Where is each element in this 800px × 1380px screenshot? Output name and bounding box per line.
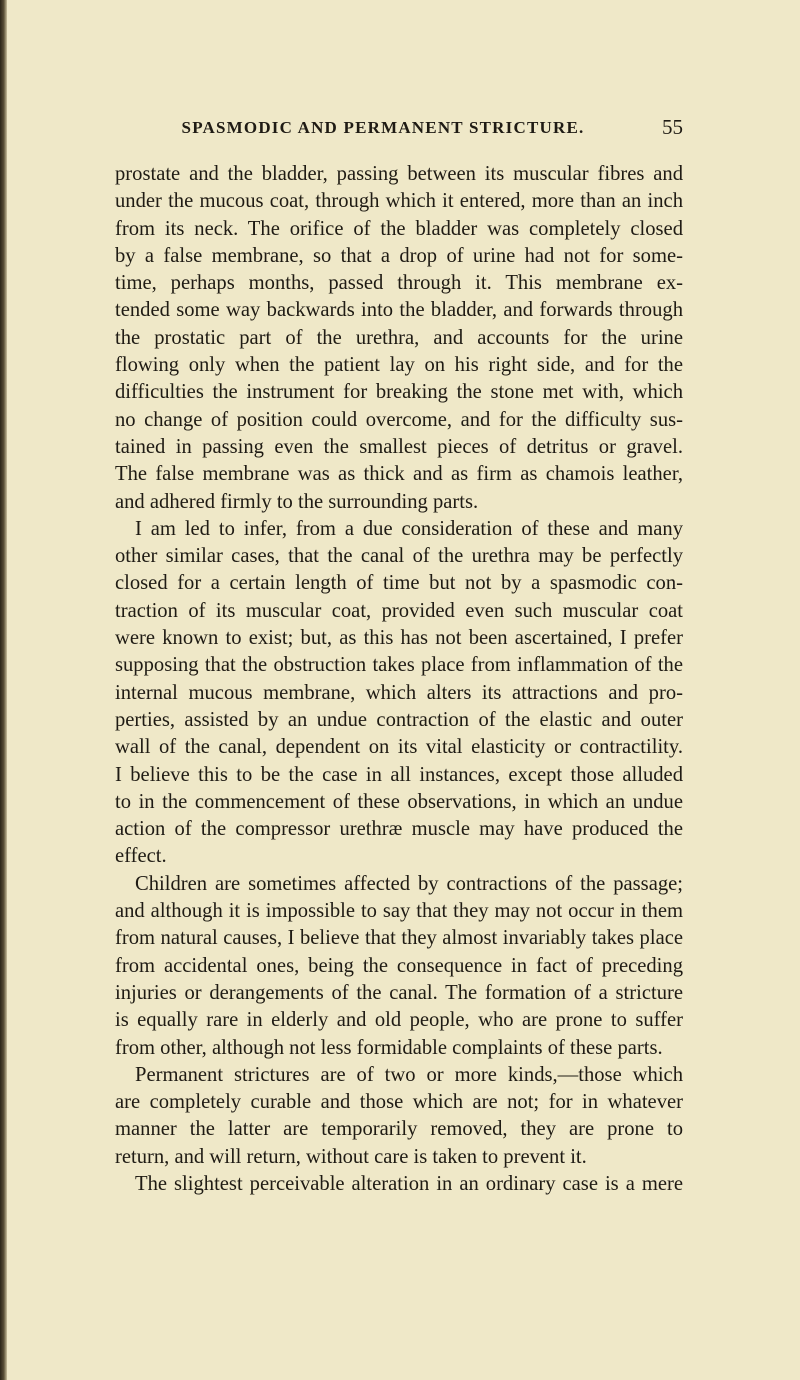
text-line: injuries or derangements of the canal. The formation of a stricture [115,981,683,1004]
text-line: from its neck. The orifice of the bladder was completely closed [115,217,683,240]
page-number: 55 [662,115,683,139]
text-line: and although it is impossible to say that they may not occur in them [115,900,683,923]
text-line: is equally rare in elderly and old people, who are prone to suffer [115,1009,683,1032]
text-line: The slightest perceivable alteration in an ordinary case is a mere [135,1172,683,1195]
text-line: I believe this to be the case in all instances, except those alluded [115,763,683,786]
text-line: The false membrane was as thick and as firm as chamois leather, [115,463,683,486]
text-line: return, and will return, without care is taken to prevent it. [115,1145,587,1168]
text-line: prostate and the bladder, passing between its muscular fibres and [115,163,683,185]
text-line: time, perhaps months, passed through it. This membrane ex- [115,272,683,295]
text-line: no change of position could overcome, and for the difficulty sus- [115,408,683,431]
text-line: and adhered firmly to the surrounding parts. [115,490,479,513]
text-line: perties, assisted by an undue contraction of the elastic and outer [115,708,683,731]
running-title: SPASMODIC AND PERMANENT STRICTURE. [181,118,585,137]
running-head [115,115,683,144]
text-line: the prostatic part of the urethra, and accounts for the urine [115,326,683,349]
text-line: Children are sometimes affected by contractions of the passage; [135,872,683,895]
text-line: Permanent strictures are of two or more kinds,—those which [135,1063,683,1086]
text-line: from accidental ones, being the consequence in fact of preceding [115,954,683,977]
text-line: by a false membrane, so that a drop of urine had not for some- [115,244,683,267]
text-line: difficulties the instrument for breaking the stone met with, which [115,381,683,404]
text-line: closed for a certain length of time but not by a spasmodic con- [115,572,683,595]
text-line: effect. [115,845,167,868]
body-text [115,161,683,1198]
text-line: action of the compressor urethræ muscle may have produced the [115,818,683,841]
text-line: tained in passing even the smallest pieces of detritus or gravel. [115,435,683,458]
text-line: to in the commencement of these observations, in which an undue [115,790,683,813]
text-line: from other, although not less formidable complaints of these parts. [115,1036,663,1059]
text-line: flowing only when the patient lay on his right side, and for the [115,354,683,377]
text-line: tended some way backwards into the bladder, and forwards through [115,299,683,322]
text-line: are completely curable and those which are not; for in whatever [115,1091,683,1114]
text-line: under the mucous coat, through which it entered, more than an inch [115,190,683,213]
text-line: from natural causes, I believe that they almost invariably takes place [115,927,683,950]
text-line: manner the latter are temporarily removed, they are prone to [115,1118,683,1141]
text-line: I am led to infer, from a due consideration of these and many [135,517,683,540]
text-line: wall of the canal, dependent on its vital elasticity or contractility. [115,736,683,759]
text-line: were known to exist; but, as this has not been ascertained, I prefer [115,627,683,650]
text-line: traction of its muscular coat, provided even such muscular coat [115,599,683,622]
text-line: supposing that the obstruction takes place from inflammation of the [115,654,683,677]
page-edge-shadow [0,0,7,1380]
text-line: other similar cases, that the canal of the urethra may be perfectly [115,545,683,568]
text-line: internal mucous membrane, which alters its attractions and pro- [115,681,683,704]
